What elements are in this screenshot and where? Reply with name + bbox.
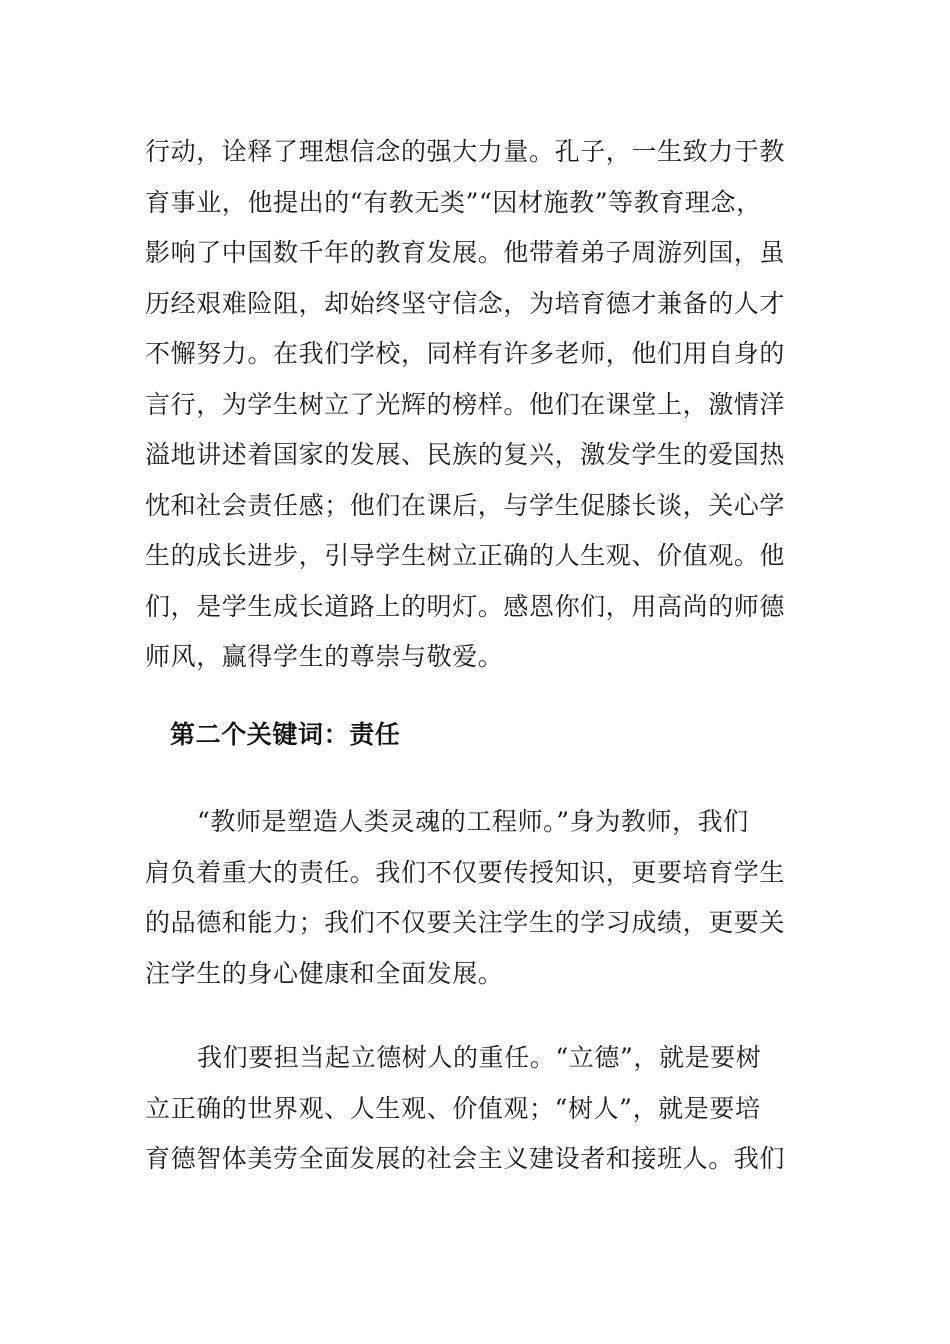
text-line: “教师是塑造人类灵魂的工程师。”身为教师，我们	[197, 807, 749, 836]
text-line: 立正确的世界观、人生观、价值观；“树人”，就是要培	[145, 1093, 761, 1123]
paragraph-continuation	[145, 127, 795, 683]
text-line: 不懈努力。在我们学校，同样有许多老师，他们用自身的	[145, 339, 786, 368]
text-line: 注学生的身心健康和全面发展。	[145, 958, 504, 988]
text-line: 肩负着重大的责任。我们不仅要传授知识，更要培育学生	[145, 857, 786, 887]
text-line: 我们要担当起立德树人的重任。“立德”，就是要树	[197, 1043, 762, 1072]
text-line: 忱和社会责任感；他们在课后，与学生促膝长谈，关心学	[145, 490, 786, 520]
text-line: 影响了中国数千年的教育发展。他带着弟子周游列国，虽	[145, 238, 786, 267]
text-line: 育事业，他提出的“有教无类”“因材施教”等教育理念，	[145, 187, 762, 217]
text-line: 师风，赢得学生的尊崇与敬爱。	[145, 642, 504, 671]
section-heading: 第二个关键词：责任	[170, 720, 401, 749]
text-line: 们，是学生成长道路上的明灯。感恩你们，用高尚的师德	[145, 591, 786, 621]
text-line: 生的成长进步，引导学生树立正确的人生观、价值观。他	[145, 541, 786, 570]
text-line: 历经艰难险阻，却始终坚守信念，为培育德才兼备的人才	[145, 288, 786, 318]
paragraph-responsibility	[145, 797, 795, 999]
text-line: 溢地讲述着国家的发展、民族的复兴，激发学生的爱国热	[145, 440, 786, 469]
text-line: 行动，诠释了理想信念的强大力量。孔子，一生致力于教	[145, 137, 786, 166]
text-line: 育德智体美劳全面发展的社会主义建设者和接班人。我们	[145, 1144, 786, 1173]
text-line: 的品德和能力；我们不仅要关注学生的学习成绩，更要关	[145, 908, 786, 937]
paragraph-lide	[145, 1033, 795, 1185]
text-line: 言行，为学生树立了光辉的榜样。他们在课堂上，激情洋	[145, 389, 786, 419]
